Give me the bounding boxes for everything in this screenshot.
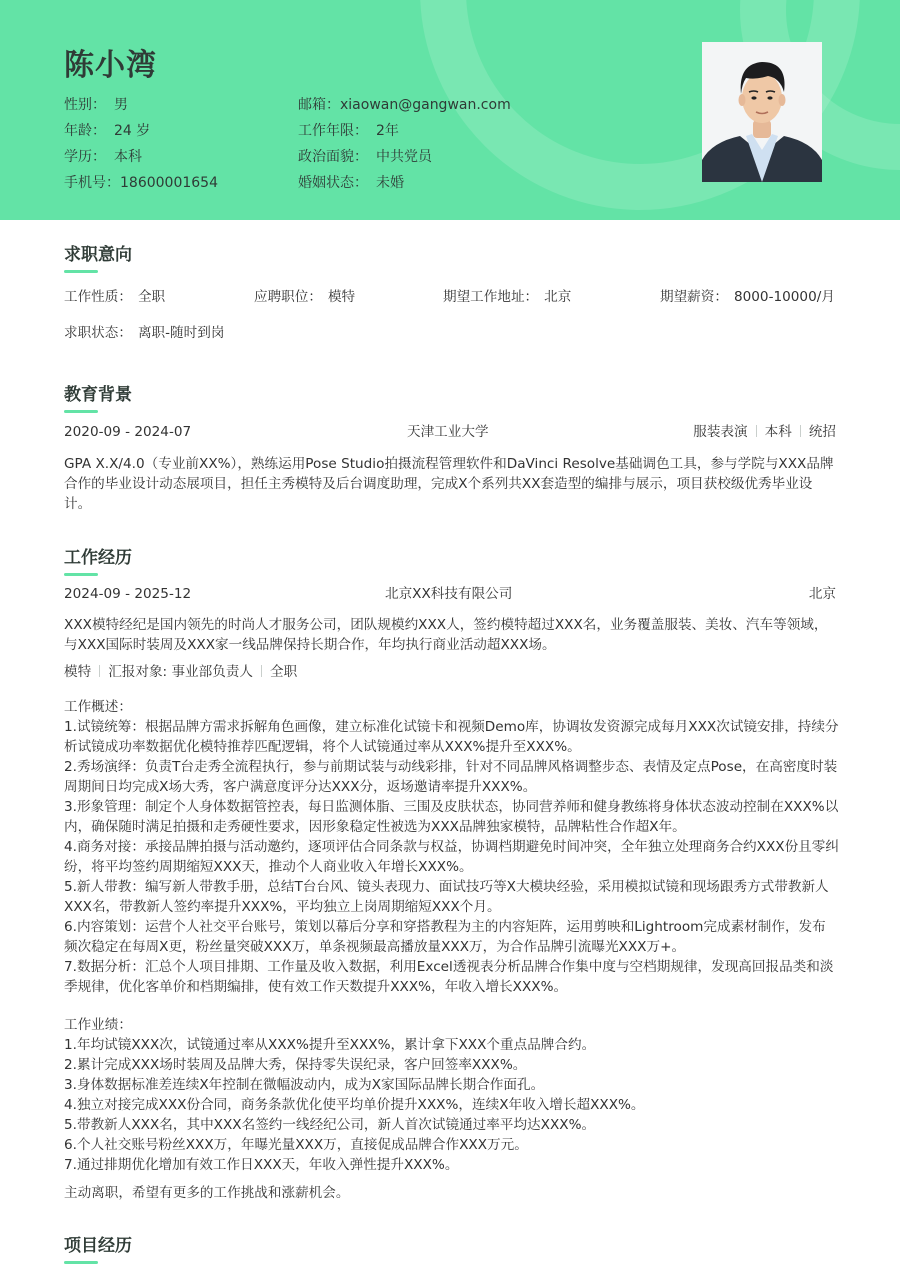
education-tags (693, 422, 836, 442)
divider (261, 665, 262, 677)
salary-label: 期望薪资： (660, 289, 728, 305)
phone-row (64, 173, 218, 193)
overview-item: 4.商务对接：承接品牌拍摄与活动邀约，逐项评估合同条款与权益，协调档期避免时间冲突，全年独立处理商务合约XXX份且零纠纷，将平均签约周期缩短XXX天，推动个人商业收入年增长XXX%。 (64, 839, 839, 875)
achievement-item: 5.带教新人XXX名，其中XXX名签约一线经纪公司，新人首次试镜通过率平均达XXX%。 (64, 1117, 596, 1133)
overview-heading: 工作概述： (64, 699, 132, 715)
education-value: 本科 (114, 149, 142, 165)
marital-value: 未婚 (376, 175, 404, 191)
overview-item: 3.形象管理：制定个人身体数据管控表，每日监测体脂、三围及皮肤状态，协同营养师和健身教练将身体状态波动控制在XXX%以内，确保随时满足拍摄和走秀硬性要求，因形象稳定性被选为XXX品牌独家模特，品牌粘性合作超X年。 (64, 799, 839, 835)
position-value: 模特 (327, 289, 356, 305)
phone-value: 18600001654 (120, 175, 218, 191)
email-value: xiaowan@gangwan.com (340, 97, 511, 113)
job-status-value: 离职-随时到岗 (137, 325, 225, 341)
years-row (298, 121, 399, 141)
divider (756, 425, 757, 437)
age-value: 24 岁 (114, 123, 151, 139)
gender-label: 性别： (64, 97, 106, 113)
salary-field (660, 287, 835, 307)
age-label: 年龄： (64, 123, 106, 139)
degree: 本科 (764, 424, 792, 440)
achievement-item: 6.个人社交账号粉丝XXX万，年曝光量XXX万，直接促成品牌合作XXX万元。 (64, 1137, 528, 1153)
work-tags (64, 662, 297, 682)
politics-label: 政治面貌： (298, 149, 368, 165)
section-underline (64, 410, 98, 413)
job-type-label: 工作性质： (64, 289, 132, 305)
section-underline (64, 270, 98, 273)
work-achievements (64, 1015, 839, 1175)
salary-value: 8000-10000/月 (733, 289, 835, 305)
work-role: 模特 (64, 664, 92, 680)
resume-header (0, 0, 900, 220)
gender-row (64, 95, 128, 115)
education-row (64, 147, 142, 167)
section-underline (64, 1261, 98, 1264)
achievement-item: 1.年均试镜XXX次，试镜通过率从XXX%提升至XXX%，累计拿下XXX个重点品牌合约。 (64, 1037, 596, 1053)
work-period: 2024-09 - 2025-12 (64, 586, 192, 602)
marital-label: 婚姻状态： (298, 175, 368, 191)
email-label: 邮箱： (298, 97, 340, 113)
project-section-title: 项目经历 (64, 1236, 132, 1256)
work-overview (64, 697, 839, 997)
divider (99, 665, 100, 677)
leave-reason: 主动离职，希望有更多的工作挑战和涨薪机会。 (64, 1185, 350, 1201)
overview-item: 7.数据分析：汇总个人项目排期、工作量及收入数据，利用Excel透视表分析品牌合作集中度与空档期规律，发现高回报品类和淡季规律，优化客单价和档期编排，使有效工作天数提升XXX%，年收入增长XXX%。 (64, 959, 834, 995)
company-name: 北京XX科技有限公司 (385, 586, 513, 602)
person-portrait-icon (702, 42, 822, 182)
years-label: 工作年限： (298, 123, 368, 139)
email-row (298, 95, 511, 115)
position-label: 应聘职位： (254, 289, 322, 305)
work-section-title: 工作经历 (64, 548, 132, 568)
section-underline (64, 573, 98, 576)
company-description: XXX模特经纪是国内领先的时尚人才服务公司，团队规模约XXX人，签约模特超过XXX名，业务覆盖服装、美妆、汽车等领域，与XXX国际时装周及XXX家一线品牌保持长期合作，年均执行商业活动超XXX场。 (64, 617, 828, 653)
gender-value: 男 (114, 97, 128, 113)
politics-value: 中共党员 (376, 149, 432, 165)
position-field (254, 287, 355, 307)
education-description: GPA X.X/4.0（专业前XX%），熟练运用Pose Studio拍摄流程管理软件和DaVinci Resolve基础调色工具，参与学院与XXX品牌合作的毕业设计动态展项目，担任主秀模特及后台调度助理，完成X个系列共XX套造型的编排与展示，项目获校级优秀毕业设计。 (64, 456, 834, 512)
job-status-label: 求职状态： (64, 325, 132, 341)
achievement-item: 7.通过排期优化增加有效工作日XXX天，年收入弹性提升XXX%。 (64, 1157, 459, 1173)
overview-item: 2.秀场演绎：负责T台走秀全流程执行，参与前期试装与动线彩排，针对不同品牌风格调整步态、表情及定点Pose，在高密度时装周期间日均完成X场大秀，客户满意度评分达XXX分，返场邀请率提升XXX%。 (64, 759, 838, 795)
achievement-item: 4.独立对接完成XXX份合同，商务条款优化使平均单价提升XXX%，连续X年收入增长超XXX%。 (64, 1097, 645, 1113)
years-value: 2年 (376, 123, 399, 139)
divider (800, 425, 801, 437)
achievement-item: 3.身体数据标准差连续X年控制在微幅波动内，成为X家国际品牌长期合作面孔。 (64, 1077, 545, 1093)
school-name: 天津工业大学 (407, 424, 489, 440)
enrollment-type: 统招 (808, 424, 836, 440)
overview-item: 1.试镜统筹：根据品牌方需求拆解角色画像，建立标准化试镜卡和视频Demo库，协调妆发资源完成每月XXX次试镜安排，持续分析试镜成功率数据优化模特推荐匹配逻辑，将个人试镜通过率从XXX%提升至XXX%。 (64, 719, 839, 755)
education-section-title: 教育背景 (64, 385, 132, 405)
work-job-type: 全职 (270, 664, 298, 680)
location-field (443, 287, 571, 307)
location-label: 期望工作地址： (443, 289, 539, 305)
education-label: 学历： (64, 149, 106, 165)
profile-photo (702, 42, 822, 182)
major: 服装表演 (693, 424, 748, 440)
job-type-value: 全职 (137, 289, 166, 305)
job-type-field (64, 287, 165, 307)
overview-item: 5.新人带教：编写新人带教手册，总结T台台风、镜头表现力、面试技巧等X大模块经验，采用模拟试镜和现场跟秀方式带教新人XXX名，带教新人签约率提升XXX%，平均独立上岗周期缩短XXX个月。 (64, 879, 829, 915)
age-row (64, 121, 150, 141)
overview-item: 6.内容策划：运营个人社交平台账号，策划以幕后分享和穿搭教程为主的内容矩阵，运用剪映和Lightroom完成素材制作，发布频次稳定在每周X更，粉丝量突破XXX万，单条视频最高播放量XXX万，为合作品牌引流曝光XXX万+。 (64, 919, 826, 955)
politics-row (298, 147, 432, 167)
phone-label: 手机号： (64, 175, 120, 191)
job-status-field (64, 323, 224, 343)
candidate-name: 陈小湾 (64, 48, 157, 83)
marital-row (298, 173, 404, 193)
intent-section-title: 求职意向 (64, 245, 132, 265)
location-value: 北京 (544, 289, 572, 305)
achievement-item: 2.累计完成XXX场时装周及品牌大秀，保持零失误纪录，客户回签率XXX%。 (64, 1057, 527, 1073)
work-report-to: 汇报对象: 事业部负责人 (108, 664, 254, 680)
achievements-heading: 工作业绩： (64, 1017, 132, 1033)
work-city: 北京 (808, 586, 836, 602)
education-period: 2020-09 - 2024-07 (64, 424, 192, 440)
